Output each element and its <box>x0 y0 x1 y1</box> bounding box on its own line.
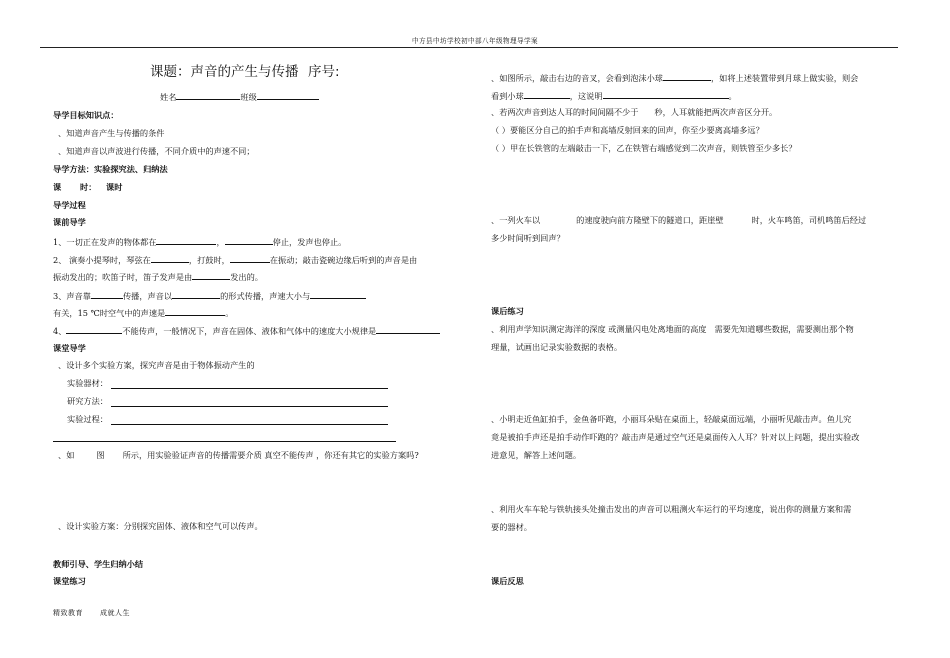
q2-blank-2[interactable] <box>230 254 270 263</box>
class-blank[interactable] <box>257 91 319 100</box>
summary-heading: 教师引导、学生归纳小结 <box>53 559 144 569</box>
practice-3: 、利用火车车轮与铁轨接头处撞击发出的声音可以粗测火车运行的平均速度，说出你的测量方案和需 <box>491 504 852 514</box>
right-question-1-cont: 看到小球 ，这说明 。 <box>491 91 737 101</box>
design-task-3: 、设计实验方案：分别探究固体、液体和空气可以传声。 <box>58 521 263 531</box>
q4-blank-2[interactable] <box>376 325 440 334</box>
name-class-row <box>160 91 319 103</box>
equipment-label: 实验器材： <box>67 378 108 388</box>
right-question-2: 、若两次声音到达人耳的时间间隔不少于 秒，人耳就能把两次声音区分开。 <box>491 107 778 117</box>
practice-3-cont: 要的器材。 <box>491 522 532 532</box>
equipment-line[interactable] <box>111 388 388 389</box>
question-2-cont: 振动发出的；吹笛子时，笛子发声是由 发出的。 <box>53 272 263 282</box>
class-label: 班级 <box>240 92 257 102</box>
period-value: 课时 <box>106 182 123 192</box>
right-question-4: （ ）甲在长铁管的左端敲击一下，乙在铁管右端感觉到二次声音，则铁管至少多长？ <box>491 143 797 153</box>
practice-1: 、利用声学知识测定海洋的深度 或测量闪电处离地面的高度 需要先知道哪些数据，需要测出那个物 <box>491 324 854 334</box>
q3-blank-4[interactable] <box>165 307 225 316</box>
question-2: 2、 演奏小提琴时，琴弦在 ，打鼓时， 在振动；敲击瓷碗边缘后听到的声音是由 <box>53 255 418 265</box>
after-class-heading: 课后练习 <box>491 306 524 316</box>
right-question-1: 、如图所示，敲击右边的音叉，会看到泡沫小球 ，如将上述装置带到月球上做实验，则会 <box>491 73 859 83</box>
q3-blank-2[interactable] <box>172 290 220 299</box>
method-line[interactable] <box>111 406 388 407</box>
header-rule <box>40 47 898 48</box>
right-question-5: 、一列火车以 的速度驶向前方隆壁下的隧道口，距崖壁 时，火车鸣笛，司机鸣笛后经过 <box>491 215 867 225</box>
practice-1-cont: 理量，试画出记录实验数据的表格。 <box>491 342 623 352</box>
inclass-heading: 课堂导学 <box>53 343 86 353</box>
procedure-line-1[interactable] <box>111 424 388 425</box>
serial-label: 序号: <box>308 64 340 80</box>
q3-blank-1[interactable] <box>91 290 123 299</box>
design-task-1: 、设计多个实验方案，探究声音是由于物体振动产生的 <box>58 360 255 370</box>
q4-blank-1[interactable] <box>66 325 122 334</box>
prelesson-heading: 课前导学 <box>53 217 86 227</box>
r1-blank-1[interactable] <box>663 72 711 81</box>
process-heading: 导学过程 <box>53 200 86 210</box>
right-question-3: （ ）要能区分自己的拍手声和高墙反射回来的回声，你至少要离高墙多远？ <box>491 125 764 135</box>
procedure-label: 实验过程： <box>67 414 108 424</box>
objective-2: 、知道声音以声波进行传播，不同介质中的声速不同； <box>58 146 255 156</box>
objective-1: 、知道声音产生与传播的条件 <box>58 128 165 138</box>
practice-2: 、小明走近鱼缸拍手，金鱼备吓跑，小丽耳朵贴在桌面上，轻敲桌面远端，小丽听见敲击声。鱼儿究 <box>491 414 852 424</box>
period-label: 课 <box>53 182 62 192</box>
right-question-5-cont: 多少时间听到回声？ <box>491 233 565 243</box>
q1-blank-2[interactable] <box>225 236 273 245</box>
question-4: 4、 不能传声，一般情况下，声音在固体、液体和气体中的速度大小规律是 <box>53 325 440 337</box>
r1-blank-3[interactable] <box>603 90 729 99</box>
method-label: 研究方法： <box>67 396 108 406</box>
question-3-cont: 有关，15 ℃时空气中的声速是 。 <box>53 308 234 318</box>
question-1: 1、一切正在发声的物体都在 ， 停止，发声也停止。 <box>53 237 347 247</box>
method-line: 导学方法：实验探究法、归纳法 <box>53 164 168 174</box>
practice-2-cont: 竟是被拍手声还是拍手动作吓跑的？敲击声是通过空气还是桌面传入人耳？针对以上问题，提出实验改 <box>491 432 860 442</box>
objectives-heading: 导学目标知识点： <box>53 110 119 120</box>
page-header: 中方县中坊学校初中部八年级物理导学案 <box>412 37 538 45</box>
period-mid: 时： <box>80 182 97 192</box>
lesson-title: 课题：声音的产生与传播 <box>150 64 299 80</box>
r1-blank-2[interactable] <box>524 90 570 99</box>
q1-blank-1[interactable] <box>156 236 216 245</box>
practice-2-cont-2: 进意见，解答上述问题。 <box>491 450 582 460</box>
procedure-line-2[interactable] <box>53 441 396 442</box>
question-3: 3、声音靠 传播，声音以 的形式传播，声速大小与 <box>53 290 366 302</box>
name-label: 姓名 <box>160 92 177 102</box>
practice-heading: 课堂练习 <box>53 576 86 586</box>
footer-right: 成就人生 <box>100 609 130 617</box>
design-task-2: 、如 图 所示，用实验验证声音的传播需要介质 真空不能传声 ，你还有其它的实验方案吗? <box>58 450 419 460</box>
q2-blank-3[interactable] <box>192 271 230 280</box>
name-blank[interactable] <box>176 91 240 100</box>
q3-blank-3[interactable] <box>310 290 366 299</box>
q2-blank-1[interactable] <box>151 254 189 263</box>
reflection-heading: 课后反思 <box>491 576 524 586</box>
footer-left: 精致教育 <box>53 609 83 617</box>
